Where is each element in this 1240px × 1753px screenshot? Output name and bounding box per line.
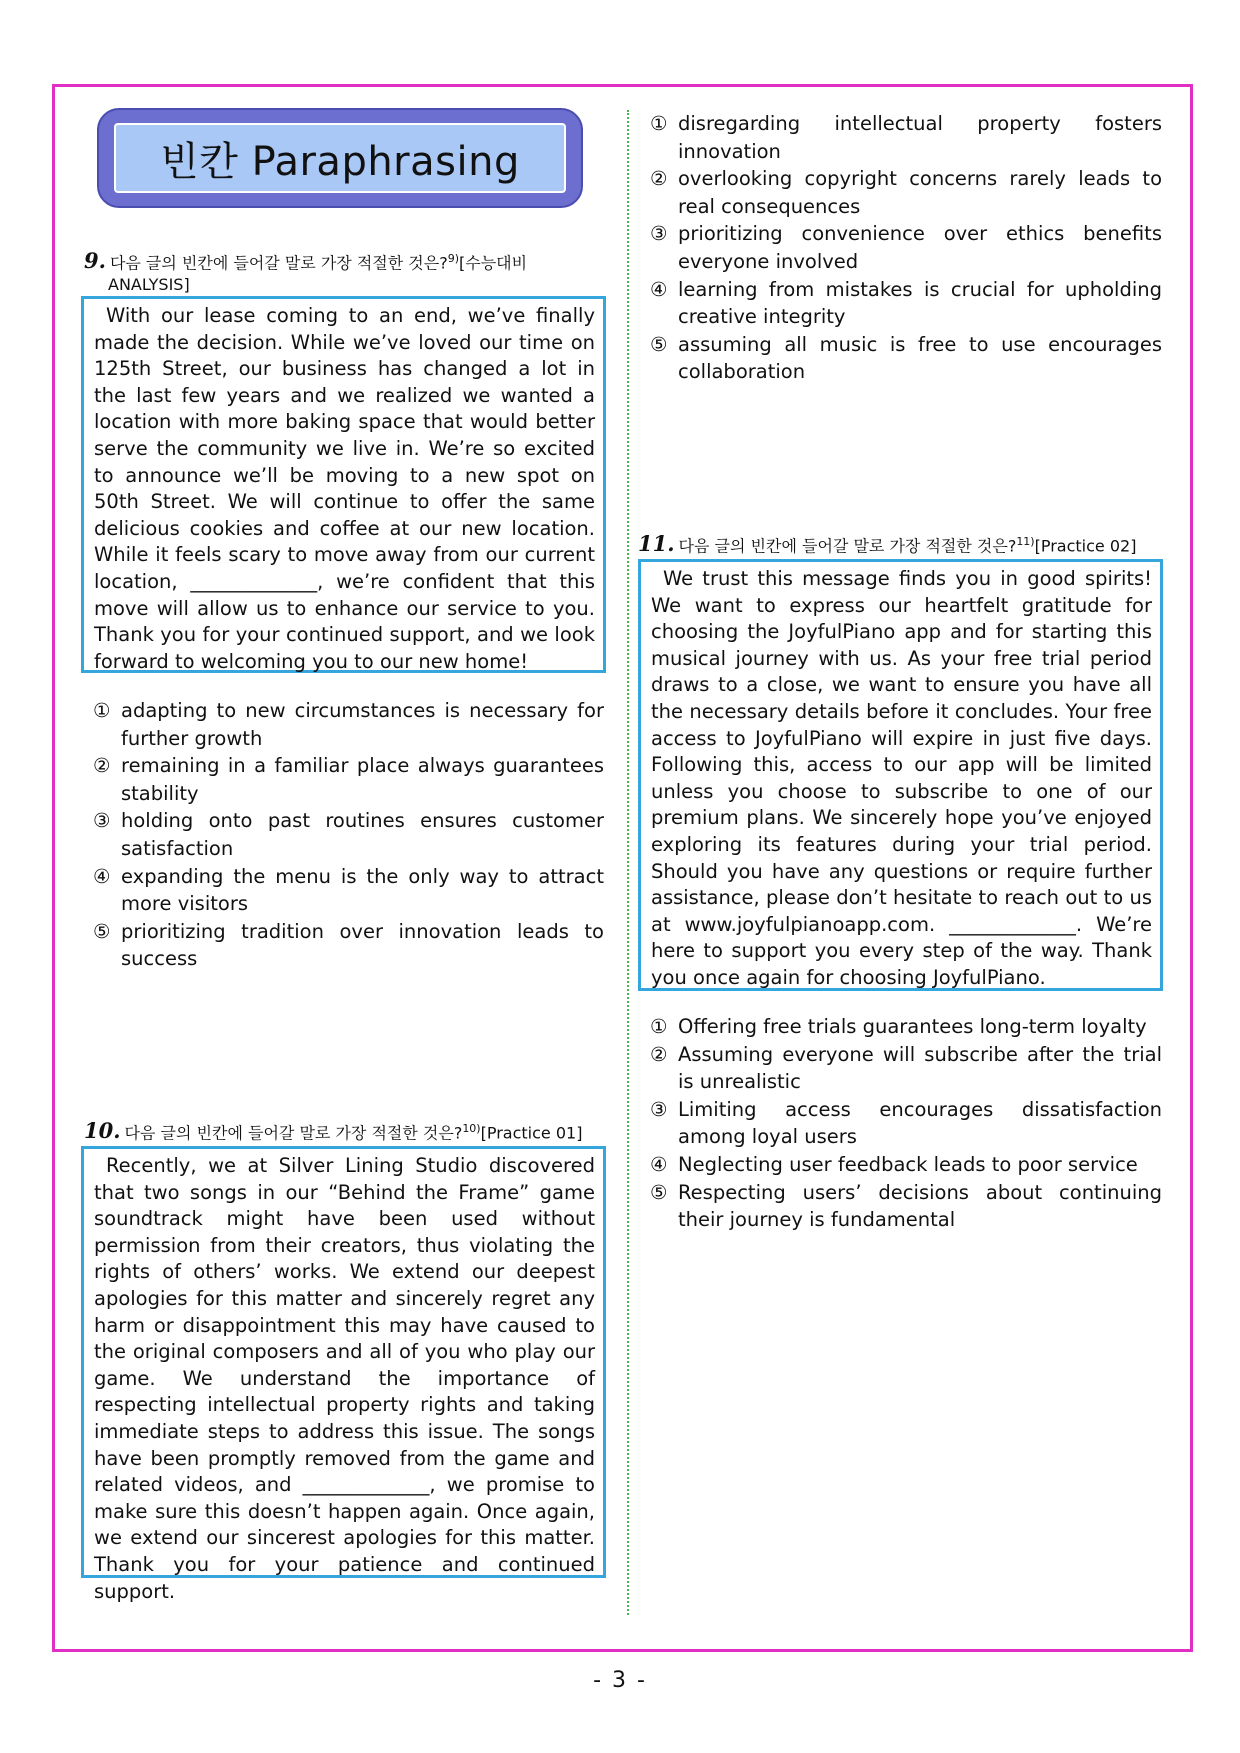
answer-option[interactable] bbox=[650, 1096, 1162, 1151]
option-text: Limiting access encourages dissatisfaction among loyal users bbox=[678, 1097, 1162, 1149]
option-marker: ⑤ bbox=[650, 1180, 668, 1204]
question-11-options bbox=[650, 1013, 1162, 1234]
option-text: disregarding intellectual property fosters innovation bbox=[678, 112, 1162, 163]
option-marker: ① bbox=[650, 1015, 668, 1038]
answer-option[interactable] bbox=[650, 1151, 1162, 1179]
option-marker: ② bbox=[650, 167, 668, 191]
footnote-ref: 10) bbox=[462, 1122, 481, 1135]
answer-option[interactable] bbox=[93, 697, 604, 752]
option-text: Assuming everyone will subscribe after the trial is unrealistic bbox=[678, 1042, 1162, 1094]
option-text: Neglecting user feedback leads to poor service bbox=[678, 1152, 1138, 1176]
question-9-options bbox=[93, 697, 604, 973]
option-marker: ② bbox=[93, 754, 111, 778]
answer-option[interactable] bbox=[93, 807, 604, 862]
option-text: Offering free trials guarantees long-term loyalty bbox=[678, 1015, 1147, 1038]
option-marker: ① bbox=[93, 699, 111, 722]
passage-text: With our lease coming to an end, we’ve finally made the decision. While we’ve loved our time on 125th Street, our business has changed a lot in the last few years and we realized we wanted a location with more baking space that would better serve the community we live in. We’re so excited to announce we’ll be moving to a new spot on 50th Street. We will continue to offer the same delicious cookies and coffee at our new location. While it feels scary to move away from our current location, _____________, we’re confident that this move will allow us to enhance our service to you. Thank you for your continued support, and we look forward to welcoming you to our new home! bbox=[94, 304, 595, 673]
question-prompt: 다음 글의 빈칸에 들어갈 말로 가장 적절한 것은? bbox=[124, 1123, 463, 1143]
option-text: Respecting users’ decisions about continuing their journey is fundamental bbox=[678, 1180, 1162, 1232]
question-prompt: 다음 글의 빈칸에 들어갈 말로 가장 적절한 것은? bbox=[678, 536, 1017, 556]
question-9-header bbox=[84, 248, 614, 296]
title-banner bbox=[97, 108, 583, 208]
option-marker: ⑤ bbox=[650, 332, 668, 356]
page-number: - 3 - bbox=[593, 1668, 647, 1693]
option-text: assuming all music is free to use encourages collaboration bbox=[678, 332, 1162, 384]
question-prompt: 다음 글의 빈칸에 들어갈 말로 가장 적절한 것은? bbox=[109, 253, 448, 273]
question-number: 10. bbox=[84, 1118, 121, 1144]
footnote-ref: 11) bbox=[1016, 535, 1035, 548]
source-label: [Practice 02] bbox=[1034, 536, 1137, 556]
source-label: [수능대비 bbox=[459, 253, 528, 273]
source-label: [Practice 01] bbox=[480, 1123, 583, 1143]
answer-option[interactable] bbox=[650, 110, 1162, 165]
answer-option[interactable] bbox=[93, 863, 604, 918]
option-marker: ③ bbox=[93, 809, 111, 833]
option-marker: ③ bbox=[650, 222, 668, 246]
question-number: 9. bbox=[84, 248, 106, 274]
option-marker: ① bbox=[650, 112, 668, 135]
question-10-options bbox=[650, 110, 1162, 386]
column-divider bbox=[627, 110, 629, 1615]
answer-option[interactable] bbox=[650, 1179, 1162, 1234]
source-label-cont: ANALYSIS] bbox=[108, 275, 190, 295]
answer-option[interactable] bbox=[650, 276, 1162, 331]
option-marker: ② bbox=[650, 1042, 668, 1066]
option-marker: ④ bbox=[93, 864, 111, 888]
option-text: prioritizing convenience over ethics benefits everyone involved bbox=[678, 222, 1162, 273]
footnote-ref: 9) bbox=[447, 252, 459, 265]
answer-option[interactable] bbox=[650, 331, 1162, 386]
answer-option[interactable] bbox=[93, 752, 604, 807]
question-10-header bbox=[84, 1118, 614, 1144]
option-text: prioritizing tradition over innovation leads to success bbox=[121, 919, 604, 971]
option-text: remaining in a familiar place always guarantees stability bbox=[121, 754, 604, 805]
option-text: holding onto past routines ensures customer satisfaction bbox=[121, 809, 604, 860]
option-marker: ④ bbox=[650, 277, 668, 301]
answer-option[interactable] bbox=[93, 918, 604, 973]
question-11-passage bbox=[638, 559, 1163, 991]
question-10-passage bbox=[81, 1146, 606, 1603]
option-marker: ③ bbox=[650, 1097, 668, 1121]
option-text: adapting to new circumstances is necessary for further growth bbox=[121, 699, 604, 750]
passage-text: We trust this message finds you in good spirits! We want to express our heartfelt gratitude for choosing the JoyfulPiano app and for starting this musical journey with us. As your free trial period draws to a close, we want to ensure you have all the necessary details before it concludes. Your free access to JoyfulPiano will expire in just five days. Following this, access to our app will be limited unless you choose to subscribe to one of our premium plans. We sincerely hope you’ve enjoyed exploring its features during your trial period. Should you have any questions or require further assistance, please don’t hesitate to reach out to us at www.joyfulpianoapp.com. _____________. We’re here to support you every step of the way. Thank you once again for choosing JoyfulPiano. bbox=[651, 567, 1152, 989]
option-text: overlooking copyright concerns rarely leads to real consequences bbox=[678, 167, 1162, 218]
answer-option[interactable] bbox=[650, 165, 1162, 220]
option-marker: ⑤ bbox=[93, 919, 111, 943]
passage-text: Recently, we at Silver Lining Studio discovered that two songs in our “Behind the Frame” game soundtrack might have been used without permission from their creators, thus violating the rights of others’ works. We extend our deepest apologies for this matter and sincerely regret any harm or disappointment this may have caused to the original composers and all of you who play our game. We understand the importance of respecting intellectual property rights and taking immediate steps to address this issue. The songs have been promptly removed from the game and related videos, and _____________, we promise to make sure this doesn’t happen again. Once again, we extend our sincerest apologies for this matter. Thank you for your patience and continued support. bbox=[94, 1154, 595, 1603]
option-text: expanding the menu is the only way to attract more visitors bbox=[121, 864, 604, 916]
question-11-header bbox=[638, 531, 1198, 557]
page-title: 빈칸 Paraphrasing bbox=[114, 123, 566, 193]
option-marker: ④ bbox=[650, 1152, 668, 1176]
answer-option[interactable] bbox=[650, 220, 1162, 275]
option-text: learning from mistakes is crucial for upholding creative integrity bbox=[678, 277, 1162, 329]
question-9-passage bbox=[81, 296, 606, 673]
question-number: 11. bbox=[638, 531, 675, 557]
answer-option[interactable] bbox=[650, 1041, 1162, 1096]
answer-option[interactable] bbox=[650, 1013, 1162, 1041]
